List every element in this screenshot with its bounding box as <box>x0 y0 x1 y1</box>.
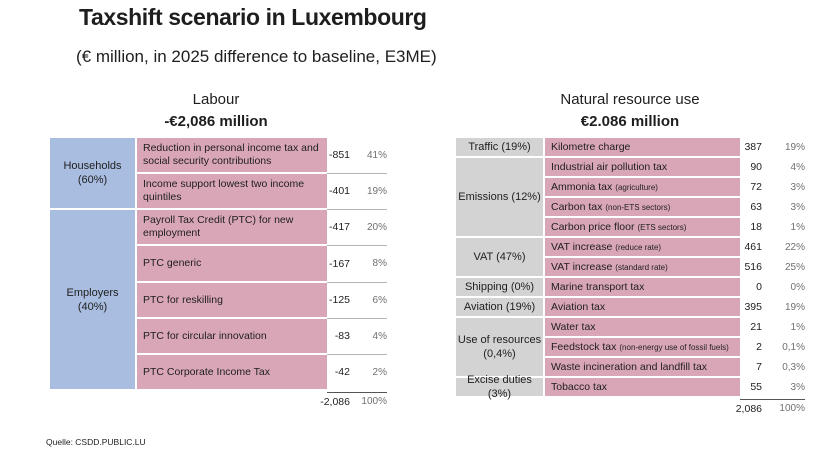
group-label-line: Traffic (19%) <box>468 141 531 153</box>
row-label <box>137 138 327 172</box>
row-label-note: (non-energy use of fossil fuels) <box>619 342 729 352</box>
row-label-note: (reduce rate) <box>615 242 662 252</box>
source-note: Quelle: CSDD.PUBLIC.LU <box>46 437 146 447</box>
row-value: 55 <box>750 381 762 393</box>
row-share: 6% <box>372 294 387 306</box>
row-value: 18 <box>750 221 762 233</box>
row-label <box>137 355 327 389</box>
row-label-text: Marine transport tax <box>551 280 645 293</box>
row-label-text: PTC generic <box>143 257 202 269</box>
row-label <box>137 246 327 281</box>
group-label-line: (60%) <box>77 174 108 186</box>
row-share: 41% <box>366 149 387 161</box>
row-value: 21 <box>750 321 762 333</box>
group-label-line: Households <box>63 160 122 172</box>
row-label-text: PTC for reskilling <box>143 293 223 306</box>
row-label-note: (ETS sectors) <box>637 222 687 232</box>
group-label-line: (40%) <box>77 300 108 313</box>
total-value: 2,086 <box>735 402 762 415</box>
row-label <box>545 218 740 236</box>
row-label <box>545 138 740 156</box>
row-label-note: (standard rate) <box>615 262 668 272</box>
group-label <box>50 210 135 389</box>
group-label-line: (0,4%) <box>483 348 516 360</box>
row-label <box>545 278 740 296</box>
group-label <box>50 138 135 208</box>
row-value: 516 <box>744 261 762 273</box>
group-label-line: Use of resources <box>457 334 542 346</box>
group-label <box>456 238 543 276</box>
row-value: 0 <box>756 281 762 293</box>
row-value: 2 <box>756 341 762 353</box>
chart-subtitle: (€ million, in 2025 difference to baseline, E3ME) <box>76 47 437 66</box>
labour-subtitle: -€2,086 million <box>164 113 268 130</box>
resource-title: Natural resource use <box>560 91 700 108</box>
row-value: -417 <box>328 221 350 233</box>
group-label <box>456 298 543 316</box>
row-share: 19% <box>366 185 387 197</box>
group-label <box>456 318 543 376</box>
row-label <box>545 158 740 176</box>
row-value: 7 <box>756 361 762 373</box>
row-label <box>545 378 740 396</box>
row-share: 3% <box>790 381 805 393</box>
row-value: -401 <box>328 185 350 197</box>
row-share: 1% <box>790 221 805 233</box>
row-label-note: (agriculture) <box>615 182 658 192</box>
group-label <box>456 138 543 156</box>
row-label-text: Kilometre charge <box>551 140 631 153</box>
row-share: 25% <box>784 261 805 273</box>
row-label <box>137 210 327 244</box>
group-label-line: Aviation (19%) <box>463 301 536 313</box>
row-share: 2% <box>372 366 387 378</box>
total-share: 100% <box>361 396 387 407</box>
group-label <box>456 374 543 400</box>
group-label-line: Shipping (0%) <box>464 281 535 293</box>
row-value: 461 <box>744 241 762 253</box>
row-share: 19% <box>784 141 805 153</box>
row-label-note: (non-ETS sectors) <box>605 202 671 212</box>
group-label-line: Employers <box>66 286 119 299</box>
row-label <box>137 319 327 353</box>
total-value: -2,086 <box>320 395 350 408</box>
row-share: 0% <box>790 281 805 293</box>
row-label <box>137 174 327 208</box>
row-share: 3% <box>790 181 805 193</box>
row-share: 8% <box>372 258 387 269</box>
row-label <box>545 338 740 356</box>
resource-subtitle: €2.086 million <box>580 113 680 130</box>
row-share: 19% <box>784 301 805 313</box>
row-share: 4% <box>790 161 805 173</box>
group-label <box>456 278 543 296</box>
row-share: 0,3% <box>782 361 805 373</box>
row-share: 4% <box>372 330 387 342</box>
row-share: 0,1% <box>782 341 805 353</box>
row-value: 63 <box>750 201 762 213</box>
row-label-text: Aviation tax <box>551 300 606 313</box>
row-label-text: Carbon tax <box>551 200 603 213</box>
row-label-text: PTC Corporate Income Tax <box>143 365 271 378</box>
group-label-line: VAT (47%) <box>473 251 526 263</box>
row-label-text: Tobacco tax <box>551 380 608 393</box>
row-label <box>545 258 740 276</box>
row-label-text: PTC for circular innovation <box>143 329 267 342</box>
total-share: 100% <box>779 403 805 414</box>
chart-title: Taxshift scenario in Luxembourg <box>79 4 427 30</box>
group-label-line: Excise duties (3%) <box>467 374 532 400</box>
row-label-text: Industrial air pollution tax <box>551 160 668 173</box>
row-label-text: Waste incineration and landfill tax <box>551 360 708 373</box>
row-label-text: VAT increase <box>551 260 613 273</box>
row-label <box>545 298 740 316</box>
row-label-text: Payroll Tax Credit (PTC) for new employment <box>143 214 294 239</box>
row-value: 72 <box>750 181 762 193</box>
row-value: -83 <box>334 330 350 342</box>
row-value: -42 <box>334 366 350 378</box>
row-value: -167 <box>328 257 350 270</box>
row-label <box>545 238 740 256</box>
row-label-text: Ammonia tax <box>551 180 613 193</box>
row-label <box>545 318 740 336</box>
row-label-text: Water tax <box>551 320 596 333</box>
row-share: 3% <box>790 201 805 213</box>
row-label-text: VAT increase <box>551 240 613 253</box>
row-share: 20% <box>366 221 387 233</box>
row-value: -851 <box>328 149 350 161</box>
row-value: 387 <box>744 141 762 153</box>
row-label-text: Feedstock tax <box>551 340 617 353</box>
row-label-text: Carbon price floor <box>551 220 635 233</box>
row-label <box>545 178 740 196</box>
row-value: 395 <box>744 301 762 313</box>
row-value: -125 <box>328 294 350 306</box>
row-label <box>137 283 327 317</box>
row-label-text: Income support lowest two income quintiles <box>143 178 305 203</box>
group-label-line: Emissions (12%) <box>458 191 541 203</box>
row-share: 1% <box>790 321 805 333</box>
row-value: 90 <box>750 161 762 173</box>
row-label <box>545 358 740 376</box>
row-share: 22% <box>784 241 805 253</box>
labour-title: Labour <box>192 91 240 108</box>
group-label <box>456 158 543 236</box>
row-label <box>545 198 740 216</box>
row-label-text: Reduction in personal income tax and social security contributions <box>143 142 319 167</box>
